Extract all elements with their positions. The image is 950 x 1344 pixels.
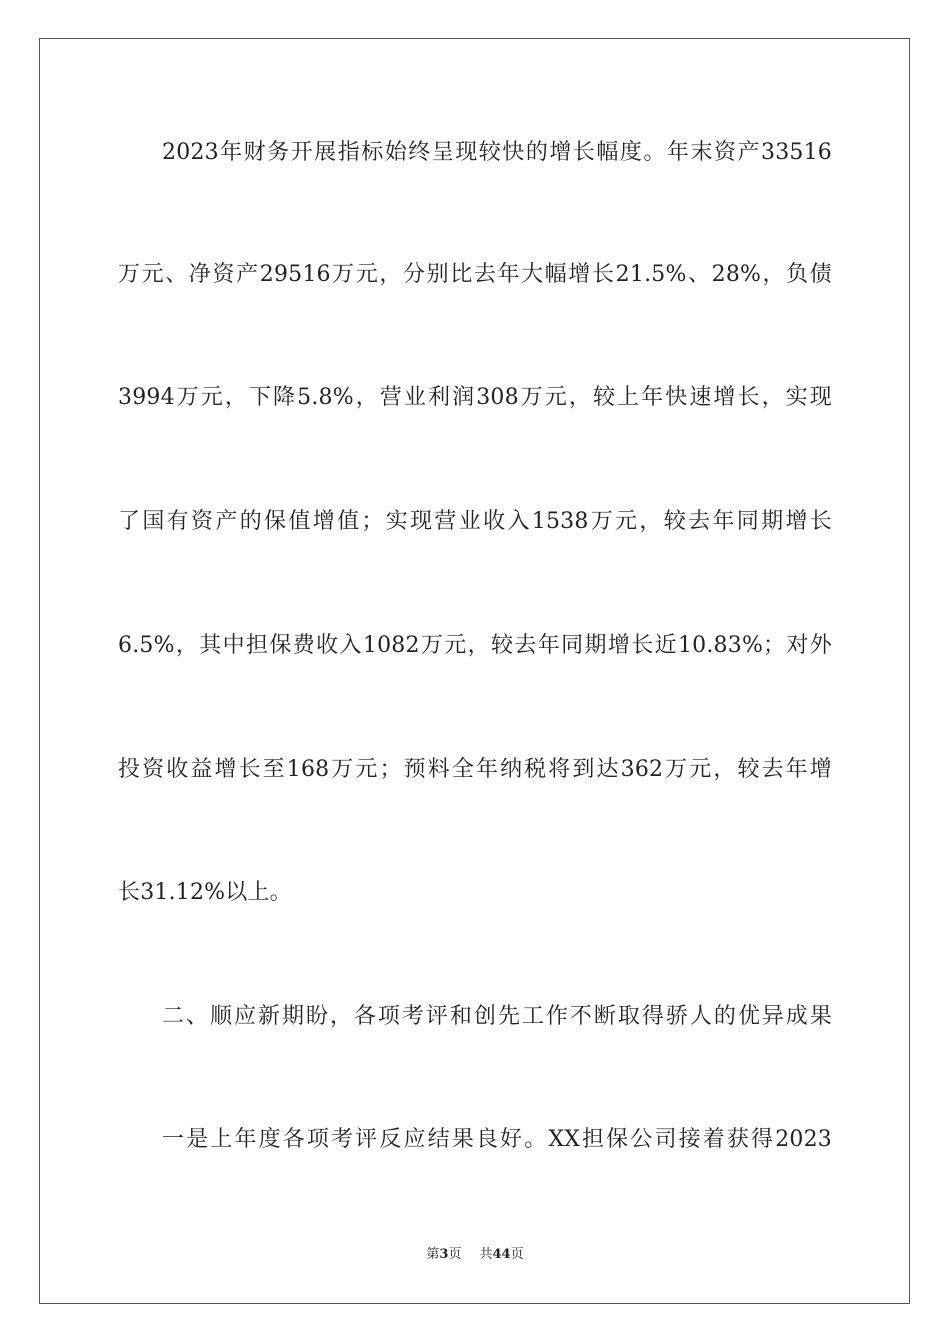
footer-page-prefix: 第 bbox=[426, 1247, 440, 1262]
paragraph-line-1: 2023年财务开展指标始终呈现较快的增长幅度。年末资产33516 bbox=[162, 140, 832, 165]
paragraph-line-6: 投资收益增长至168万元；预料全年纳税将到达362万元，较去年增 bbox=[118, 757, 832, 782]
paragraph-line-9: 一是上年度各项考评反应结果良好。XX担保公司接着获得2023 bbox=[162, 1127, 832, 1152]
paragraph-line-5: 6.5%，其中担保费收入1082万元，较去年同期增长近10.83%；对外 bbox=[118, 633, 832, 658]
footer-total-pages: 44 bbox=[492, 1247, 511, 1262]
paragraph-line-2: 万元、净资产29516万元，分别比去年大幅增长21.5%、28%，负债 bbox=[118, 262, 832, 287]
footer-page-number: 3 bbox=[439, 1247, 449, 1262]
section-heading: 二、顺应新期盼，各项考评和创先工作不断取得骄人的优异成果 bbox=[162, 1004, 832, 1029]
paragraph-line-7: 长31.12%以上。 bbox=[118, 880, 292, 905]
page-footer bbox=[0, 1246, 950, 1264]
footer-page-suffix: 页 bbox=[448, 1247, 462, 1262]
footer-total-prefix: 共 bbox=[479, 1247, 493, 1262]
paragraph-line-4: 了国有资产的保值增值；实现营业收入1538万元，较去年同期增长 bbox=[118, 509, 832, 534]
paragraph-line-3: 3994万元，下降5.8%，营业利润308万元，较上年快速增长，实现 bbox=[118, 385, 832, 410]
footer-total-suffix: 页 bbox=[510, 1247, 524, 1262]
page-border bbox=[39, 38, 910, 1304]
